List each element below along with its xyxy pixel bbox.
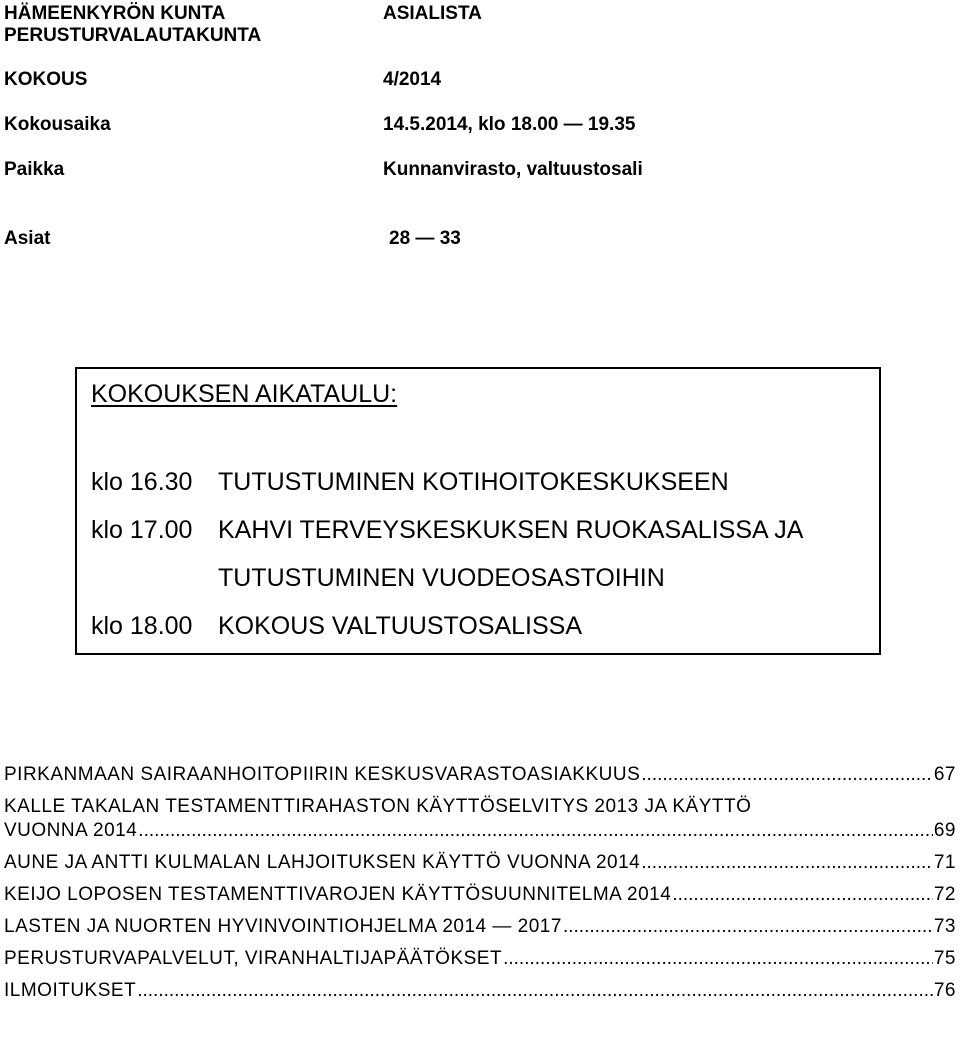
toc-entry-title: VUONNA 2014: [4, 820, 138, 841]
meeting-label: KOKOUS: [4, 69, 88, 90]
toc-entry[interactable]: [4, 947, 956, 979]
schedule-title: KOKOUKSEN AIKATAULU:: [91, 380, 398, 408]
toc-entry[interactable]: [4, 795, 956, 851]
schedule-activity: KOKOUS VALTUUSTOSALISSA: [218, 612, 583, 640]
schedule-activity: TUTUSTUMINEN VUODEOSASTOIHIN: [218, 564, 665, 592]
toc-entry[interactable]: [4, 763, 956, 795]
toc-entry[interactable]: [4, 851, 956, 883]
agenda-items-range: 28 — 33: [389, 228, 461, 249]
meeting-number: 4/2014: [383, 69, 442, 90]
toc-page-number: 75: [933, 948, 956, 969]
municipality-name: HÄMEENKYRÖN KUNTA: [4, 3, 226, 24]
toc-page-number: 76: [933, 980, 956, 1001]
meeting-schedule-box: [75, 367, 881, 655]
toc-page-number: 67: [933, 764, 956, 785]
toc-dot-leader: [672, 883, 933, 907]
toc-entry-title: LASTEN JA NUORTEN HYVINVOINTIOHJELMA 2014 — 2017: [4, 916, 562, 937]
toc-dot-leader: [563, 915, 933, 939]
meeting-time-value: 14.5.2014, klo 18.00 — 19.35: [383, 114, 636, 135]
toc-entry[interactable]: [4, 979, 956, 1011]
toc-entry-title: PERUSTURVAPALVELUT, VIRANHALTIJAPÄÄTÖKSET: [4, 948, 503, 969]
toc-page-number: 73: [933, 916, 956, 937]
toc-entry[interactable]: [4, 915, 956, 947]
schedule-time: klo 18.00: [91, 612, 193, 640]
toc-dot-leader: [137, 979, 933, 1003]
toc-dot-leader: [503, 947, 933, 971]
toc-page-number: 69: [933, 820, 956, 841]
toc-page-number: 72: [933, 884, 956, 905]
toc-entry[interactable]: [4, 883, 956, 915]
meeting-time-label: Kokousaika: [4, 114, 111, 135]
meeting-place-value: Kunnanvirasto, valtuustosali: [383, 159, 643, 180]
committee-name: PERUSTURVALAUTAKUNTA: [4, 25, 262, 46]
toc-entry-title: PIRKANMAAN SAIRAANHOITOPIIRIN KESKUSVARASTOASIAKKUUS: [4, 764, 641, 785]
toc-entry-title: ILMOITUKSET: [4, 980, 137, 1001]
toc-entry-title-line: KALLE TAKALAN TESTAMENTTIRAHASTON KÄYTTÖSELVITYS 2013 JA KÄYTTÖ: [4, 796, 752, 817]
schedule-activity: TUTUSTUMINEN KOTIHOITOKESKUKSEEN: [218, 468, 729, 496]
toc-dot-leader: [641, 851, 933, 875]
toc-dot-leader: [138, 819, 933, 843]
toc-dot-leader: [641, 763, 933, 787]
document-type: ASIALISTA: [383, 3, 482, 24]
table-of-contents: [4, 763, 956, 1011]
toc-entry-title: KEIJO LOPOSEN TESTAMENTTIVAROJEN KÄYTTÖSUUNNITELMA 2014: [4, 884, 672, 905]
meeting-place-label: Paikka: [4, 159, 65, 180]
agenda-items-label: Asiat: [4, 228, 51, 249]
schedule-activity: KAHVI TERVEYSKESKUKSEN RUOKASALISSA JA: [218, 516, 804, 544]
toc-page-number: 71: [933, 852, 956, 873]
toc-entry-title: AUNE JA ANTTI KULMALAN LAHJOITUKSEN KÄYTTÖ VUONNA 2014: [4, 852, 641, 873]
schedule-time: klo 17.00: [91, 516, 193, 544]
schedule-time: klo 16.30: [91, 468, 193, 496]
